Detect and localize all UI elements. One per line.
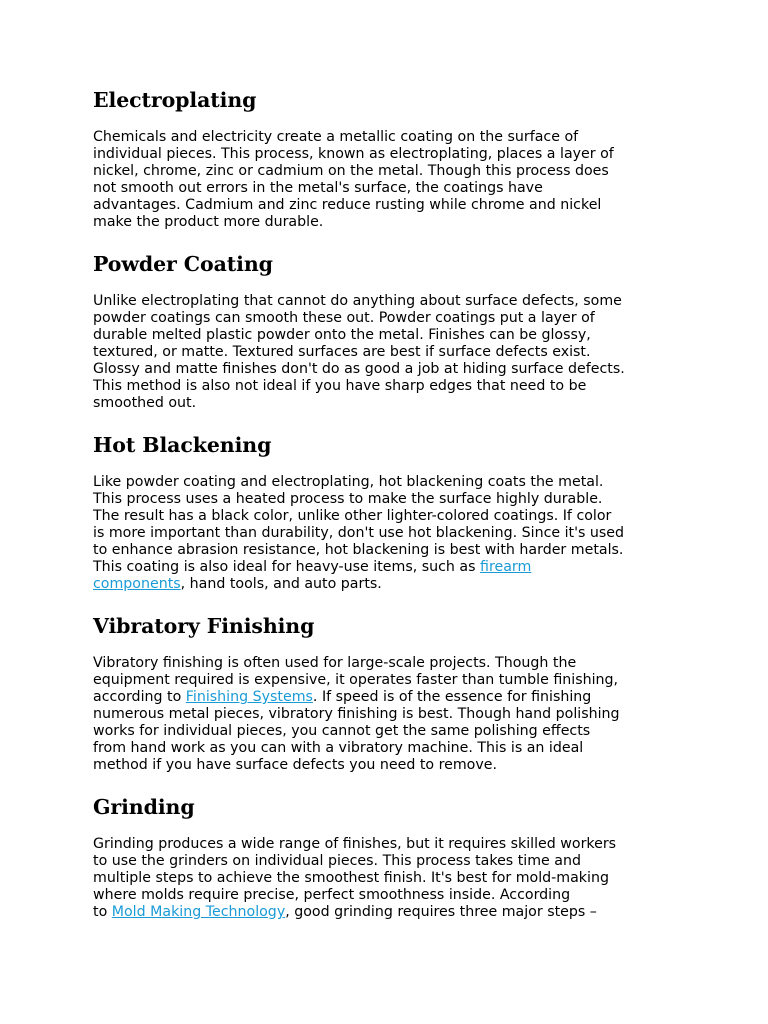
text-line: durable melted plastic powder onto the metal. Finishes can be glossy, [93, 327, 591, 343]
paragraph-hot-blackening [93, 474, 683, 593]
text-line: method if you have surface defects you need to remove. [93, 757, 497, 773]
text-fragment: , hand tools, and auto parts. [180, 576, 382, 592]
text-fragment: . If speed is of the essence for finishing [312, 689, 592, 705]
text-line: This process uses a heated process to make the surface highly durable. [93, 491, 603, 507]
section-electroplating [93, 86, 683, 231]
heading-powder-coating: Powder Coating [93, 252, 273, 276]
section-grinding [93, 793, 683, 921]
text-fragment: to [93, 904, 112, 920]
text-line: to enhance abrasion resistance, hot blackening is best with harder metals. [93, 542, 624, 558]
text-line: Grinding produces a wide range of finishes, but it requires skilled workers [93, 836, 617, 852]
section-hot-blackening [93, 431, 683, 593]
paragraph-vibratory-finishing [93, 655, 683, 774]
text-line: nickel, chrome, zinc or cadmium on the metal. Though this process does [93, 163, 609, 179]
text-line: The result has a black color, unlike other lighter-colored coatings. If color [93, 508, 612, 524]
text-line: Like powder coating and electroplating, hot blackening coats the metal. [93, 474, 604, 490]
text-line: make the product more durable. [93, 214, 324, 230]
text-line: is more important than durability, don't use hot blackening. Since it's used [93, 525, 625, 541]
document-page [93, 86, 683, 940]
text-line: smoothed out. [93, 395, 197, 411]
mold-making-technology-link[interactable]: Mold Making Technology [111, 904, 286, 920]
link-text[interactable]: firearm [480, 559, 532, 575]
text-line: equipment required is expensive, it operates faster than tumble finishing, [93, 672, 619, 688]
text-line: Unlike electroplating that cannot do anything about surface defects, some [93, 293, 622, 309]
heading-electroplating: Electroplating [93, 88, 257, 112]
text-line: works for individual pieces, you cannot get the same polishing effects [93, 723, 591, 739]
heading-grinding: Grinding [93, 795, 195, 819]
paragraph-powder-coating [93, 293, 683, 412]
text-line: Chemicals and electricity create a metallic coating on the surface of [93, 129, 579, 145]
section-powder-coating [93, 250, 683, 412]
text-line: This coating is also ideal for heavy-use items, such as [93, 559, 481, 575]
link-text[interactable]: components [93, 576, 181, 592]
text-line: multiple steps to achieve the smoothest finish. It's best for mold-making [93, 870, 609, 886]
text-line: textured, or matte. Textured surfaces are best if surface defects exist. [93, 344, 591, 360]
finishing-systems-link[interactable]: Finishing Systems [185, 689, 313, 705]
section-vibratory-finishing [93, 612, 683, 774]
text-line: numerous metal pieces, vibratory finishing is best. Though hand polishing [93, 706, 620, 722]
heading-hot-blackening: Hot Blackening [93, 433, 272, 457]
text-line: Vibratory finishing is often used for large-scale projects. Though the [93, 655, 577, 671]
heading-vibratory-finishing: Vibratory Finishing [93, 614, 315, 638]
text-line: to use the grinders on individual pieces. This process takes time and [93, 853, 581, 869]
text-line: powder coatings can smooth these out. Powder coatings put a layer of [93, 310, 595, 326]
text-fragment: according to [93, 689, 186, 705]
text-line: not smooth out errors in the metal's surface, the coatings have [93, 180, 543, 196]
paragraph-grinding [93, 836, 683, 921]
text-line: where molds require precise, perfect smoothness inside. According [93, 887, 571, 903]
text-line: individual pieces. This process, known as electroplating, places a layer of [93, 146, 614, 162]
text-fragment: , good grinding requires three major steps – [285, 904, 597, 920]
paragraph-electroplating [93, 129, 683, 231]
text-line: This method is also not ideal if you have sharp edges that need to be [93, 378, 587, 394]
text-line: from hand work as you can with a vibratory machine. This is an ideal [93, 740, 584, 756]
text-line: Glossy and matte finishes don't do as good a job at hiding surface defects. [93, 361, 625, 377]
text-line: advantages. Cadmium and zinc reduce rusting while chrome and nickel [93, 197, 602, 213]
